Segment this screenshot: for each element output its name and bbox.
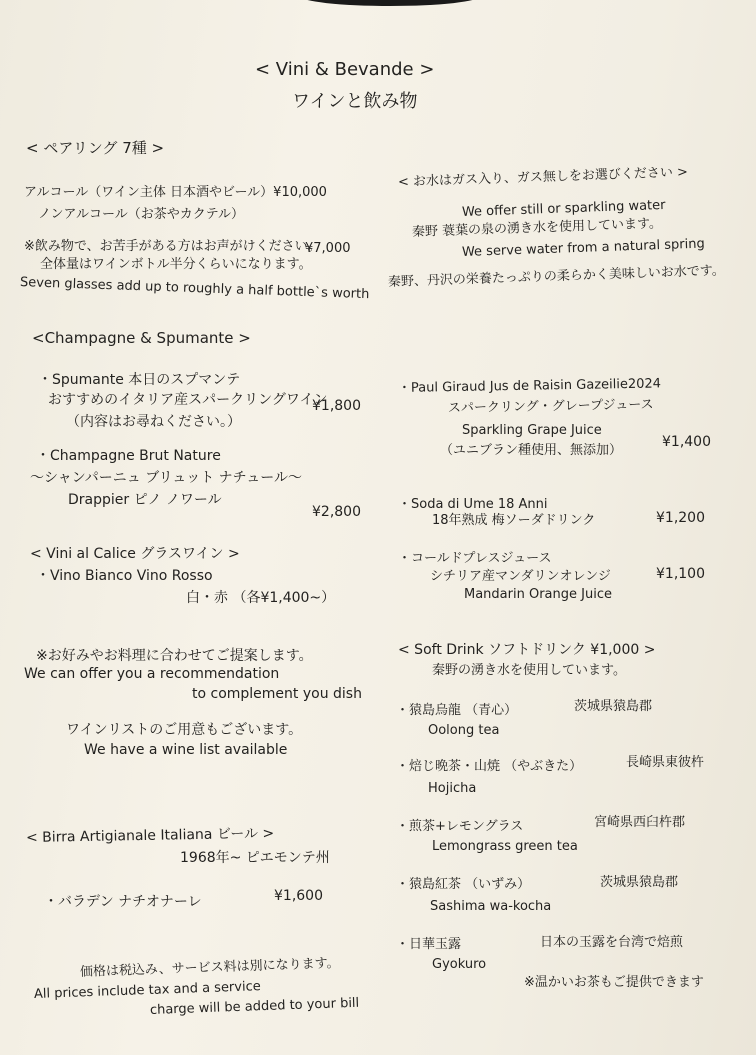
page-title: < Vini & Bevande >: [255, 59, 435, 80]
grape-en: Sparkling Grape Juice: [462, 423, 602, 438]
pairing-note-en: Seven glasses add up to roughly a half bottle`s worth: [19, 275, 370, 303]
hot-tea-note: ※温かいお茶もご提供できます: [524, 975, 704, 990]
press-ja: シチリア産マンダリンオレンジ: [430, 569, 611, 584]
glass-heading: < Vini al Calice グラスワイン >: [30, 546, 240, 562]
soft-item-3-origin: 宮崎県西臼杵郡: [594, 815, 686, 830]
press-name: ・コールドプレスジュース: [398, 551, 552, 566]
pairing-alcohol: アルコール（ワイン主体 日本酒やビール）¥10,000: [24, 185, 327, 200]
press-price: ¥1,100: [656, 566, 705, 582]
ume-price: ¥1,200: [656, 510, 705, 526]
recommend-en-1: We can offer you a recommendation: [24, 666, 280, 682]
footer-en-1: All prices include tax and a service: [33, 979, 261, 1002]
champagne-ja: ～シャンパーニュ ブリュット ナチュール～: [30, 470, 302, 486]
spumante-price: ¥1,800: [312, 398, 361, 414]
beer-heading: < Birra Artigianale Italiana ビール >: [25, 825, 275, 846]
spumante-note: （内容はお尋ねください。）: [66, 414, 241, 430]
champagne-price: ¥2,800: [312, 504, 361, 520]
soft-heading: < Soft Drink ソフトドリンク ¥1,000 >: [398, 642, 656, 658]
grape-ja: スパークリング・グレープジュース: [447, 397, 654, 416]
pairing-note-2: 全体量はワインボトル半分くらいになります。: [40, 257, 312, 272]
water-ja-2: 秦野、丹沢の栄養たっぷりの柔らかく美味しいお水です。: [387, 263, 725, 290]
water-heading: < お水はガス入り、ガス無しをお選びください >: [397, 164, 689, 190]
champagne-producer: Drappier ピノ ノワール: [68, 492, 222, 508]
page-subtitle: ワインと飲み物: [292, 91, 418, 112]
pairing-note-1: ※飲み物で、お苦手がある方はお声がけください。: [24, 239, 321, 254]
spumante-desc: おすすめのイタリア産スパークリングワイン: [48, 392, 328, 408]
soft-item-5-en: Gyokuro: [432, 957, 487, 972]
recommend-ja: ※お好みやお料理に合わせてご提案します。: [36, 648, 313, 664]
soft-item-2-origin: 長崎県東彼杵: [626, 755, 705, 770]
soft-item-4-ja: ・猿島紅茶 （いずみ）: [396, 877, 531, 892]
soft-item-3-ja: ・煎茶+レモングラス: [396, 819, 524, 834]
footer-ja: 価格は税込み、サービス料は別になります。: [79, 955, 340, 980]
glass-types: ・Vino Bianco Vino Rosso: [36, 568, 213, 584]
soft-item-4-en: Sashima wa-kocha: [430, 899, 552, 914]
soft-item-3-en: Lemongrass green tea: [432, 839, 578, 854]
soft-item-2-ja: ・焙じ晩茶・山焼 （やぶきた）: [396, 759, 583, 774]
ume-ja: 18年熟成 梅ソーダドリンク: [432, 513, 596, 528]
beer-price: ¥1,600: [274, 888, 323, 904]
press-en: Mandarin Orange Juice: [464, 587, 612, 602]
beer-origin: 1968年~ ピエモンテ州: [180, 850, 330, 866]
champagne-name: ・Champagne Brut Nature: [36, 448, 221, 464]
ume-name: ・Soda di Ume 18 Anni: [398, 497, 548, 512]
soft-item-5-ja: ・日華玉露: [396, 937, 462, 952]
winelist-ja: ワインリストのご用意もございます。: [66, 722, 303, 738]
soft-item-5-origin: 日本の玉露を台湾で焙煎: [540, 935, 684, 950]
winelist-en: We have a wine list available: [84, 742, 288, 758]
grape-name: ・Paul Giraud Jus de Raisin Gazeilie2024: [397, 376, 662, 396]
soft-item-4-origin: 茨城県猿島郡: [600, 875, 679, 890]
footer-en-2: charge will be added to your bill: [149, 995, 360, 1018]
pairing-non-alcohol-price: ¥7,000: [305, 241, 351, 256]
soft-item-1-ja: ・猿島烏龍 （青心）: [396, 703, 518, 718]
spumante-name: ・Spumante 本日のスプマンテ: [38, 372, 241, 388]
soft-item-1-origin: 茨城県猿島郡: [574, 699, 653, 714]
pairing-heading: < ペアリング 7種 >: [26, 139, 165, 157]
glass-types-ja: 白・赤 （各¥1,400~）: [186, 590, 336, 606]
pairing-non-alcohol: ノンアルコール（お茶やカクテル）: [38, 207, 245, 222]
champagne-heading: <Champagne & Spumante >: [32, 329, 251, 347]
water-en-1: We offer still or sparkling water: [461, 197, 666, 220]
soft-item-2-en: Hojicha: [428, 781, 477, 796]
water-en-2: We serve water from a natural spring: [461, 236, 705, 260]
soft-item-1-en: Oolong tea: [428, 723, 500, 738]
beer-item: ・バラデン ナチオナーレ: [44, 894, 202, 910]
water-ja-1: 秦野 蓑葉の泉の湧き水を使用しています。: [411, 216, 663, 240]
grape-note: （ユニブラン種使用、無添加）: [440, 443, 623, 458]
grape-price: ¥1,400: [662, 434, 711, 450]
recommend-en-2: to complement you dish: [192, 686, 362, 702]
soft-sub: 秦野の湧き水を使用しています。: [432, 663, 626, 678]
